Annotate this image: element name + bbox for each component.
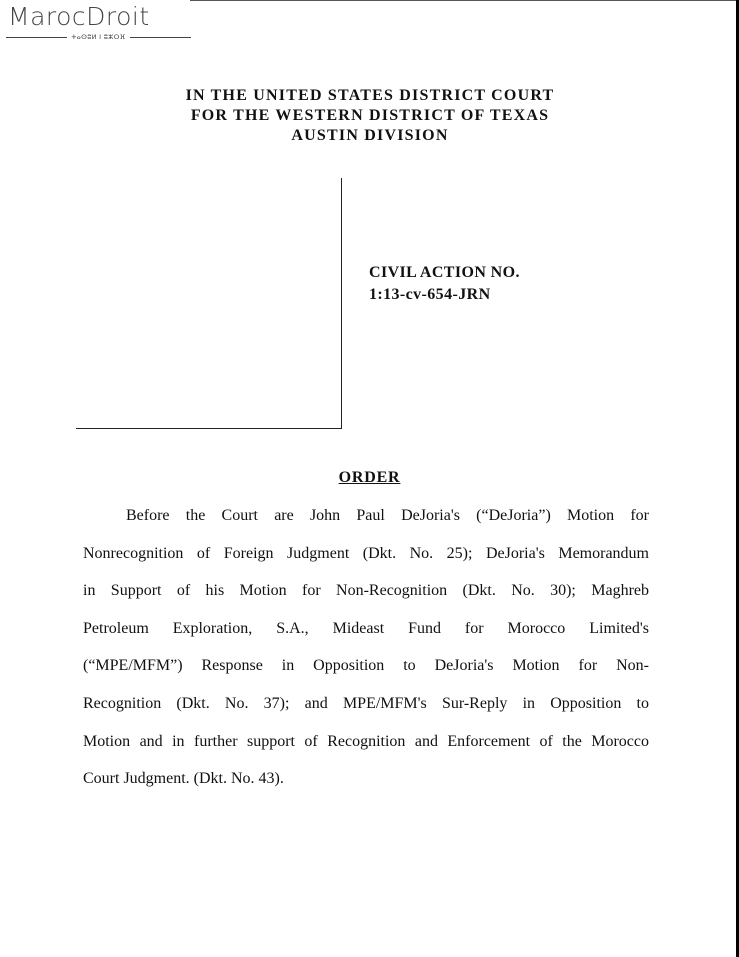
order-line: Before the Court are John Paul DeJoria's (“DeJoria”) Motion for — [126, 507, 649, 524]
order-line: Court Judgment. (Dkt. No. 43). — [83, 770, 284, 788]
page-top-rule — [190, 0, 739, 1]
caption-vertical-rule — [341, 178, 342, 429]
civil-action-number: 1:13-cv-654-JRN — [369, 286, 491, 303]
marocdroit-logo — [6, 3, 191, 42]
logo-name: MarocDroit — [8, 2, 150, 31]
order-body — [83, 497, 649, 798]
court-header-line-1: IN THE UNITED STATES DISTRICT COURT — [185, 87, 555, 104]
order-line: Nonrecognition of Foreign Judgment (Dkt. No. 25); DeJoria's Memorandum — [83, 544, 649, 562]
logo-tagline-row — [6, 32, 191, 42]
court-header — [100, 86, 640, 146]
logo-rule-left — [6, 37, 67, 38]
order-line: (“MPE/MFM”) Response in Opposition to DeJoria's Motion for Non- — [83, 657, 649, 675]
order-title: ORDER — [338, 469, 401, 486]
logo-rule-right — [130, 37, 191, 38]
civil-action-block — [369, 262, 520, 306]
caption-horizontal-rule — [76, 428, 342, 429]
order-line: in Support of his Motion for Non-Recognition (Dkt. No. 30); Maghreb — [83, 582, 649, 600]
order-line: Recognition (Dkt. No. 37); and MPE/MFM's Sur-Reply in Opposition to — [83, 694, 649, 712]
court-header-line-2: FOR THE WESTERN DISTRICT OF TEXAS — [190, 107, 550, 124]
order-line: Motion and in further support of Recognition and Enforcement of the Morocco — [83, 732, 649, 750]
order-line: Petroleum Exploration, S.A., Mideast Fund for Morocco Limited's — [83, 619, 649, 637]
logo-tagline: ⵜⴰⵙⵓⵍ ⵏ ⵓⵣⵔⴼ — [71, 33, 126, 41]
court-header-line-3: AUSTIN DIVISION — [291, 127, 449, 144]
civil-action-label: CIVIL ACTION NO. — [369, 264, 520, 281]
